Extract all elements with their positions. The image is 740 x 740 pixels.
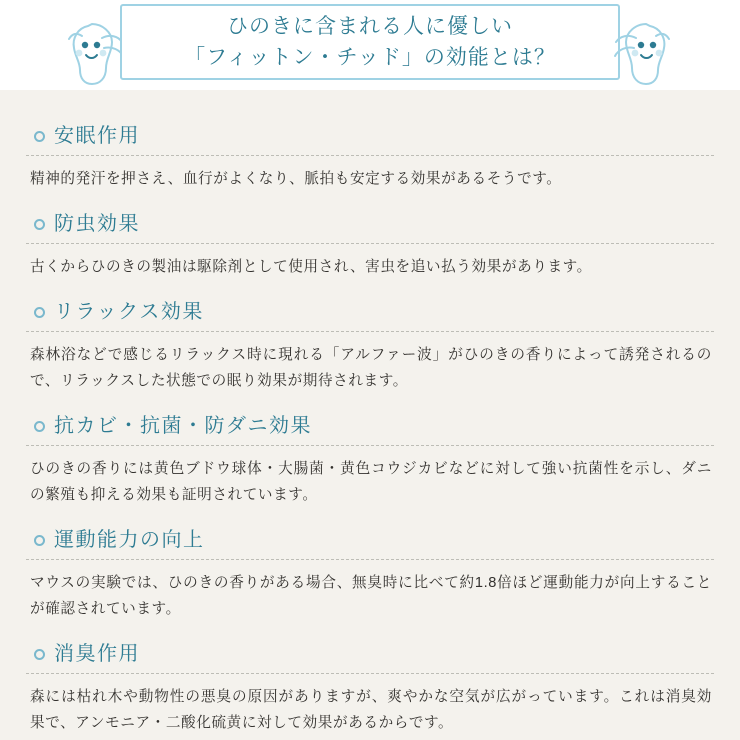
section-header — [26, 636, 714, 673]
section-divider — [26, 155, 714, 156]
section-item — [26, 522, 714, 632]
section-body: ひのきの香りには黄色ブドウ球体・大腸菌・黄色コウジカビなどに対して強い抗菌性を示し、ダニの繁殖も抑える効果も証明されています。 — [30, 461, 712, 503]
section-title: 安眠作用 — [54, 125, 140, 147]
circle-bullet-icon — [34, 131, 45, 142]
section-header — [26, 118, 714, 155]
section-item — [26, 118, 714, 202]
section-title: リラックス効果 — [54, 301, 204, 323]
section-body: マウスの実験では、ひのきの香りがある場合、無臭時に比べて約1.8倍ほど運動能力が向上することが確認されています。 — [30, 575, 712, 617]
section-title: 防虫効果 — [54, 213, 140, 235]
section-header — [26, 522, 714, 559]
banner-box — [120, 4, 620, 80]
section-header — [26, 294, 714, 331]
circle-bullet-icon — [34, 219, 45, 230]
section-title: 消臭作用 — [54, 643, 140, 665]
section-title: 運動能力の向上 — [54, 529, 205, 551]
section-divider — [26, 559, 714, 560]
banner-title-line2: 「フィットン・チッド」の効能とは？ — [184, 46, 556, 69]
section-item — [26, 294, 714, 404]
section-divider — [26, 331, 714, 332]
section-header — [26, 206, 714, 243]
header-banner — [0, 0, 740, 97]
circle-bullet-icon — [34, 421, 45, 432]
section-body: 精神的発汗を押さえ、血行がよくなり、脈拍も安定する効果があるそうです。 — [30, 171, 562, 187]
content-panel — [0, 90, 740, 740]
section-item — [26, 636, 714, 740]
section-item — [26, 206, 714, 290]
circle-bullet-icon — [34, 535, 45, 546]
banner-title-line1: ひのきに含まれる人に優しい — [227, 15, 513, 38]
section-divider — [26, 445, 714, 446]
section-title: 抗カビ・抗菌・防ダニ効果 — [54, 415, 312, 437]
section-divider — [26, 243, 714, 244]
mascot-character-icon — [608, 18, 670, 88]
section-header — [26, 408, 714, 445]
section-body: 古くからひのきの製油は駆除剤として使用され、害虫を追い払う効果があります。 — [30, 259, 592, 275]
section-divider — [26, 673, 714, 674]
section-item — [26, 408, 714, 518]
section-body: 森林浴などで感じるリラックス時に現れる「アルファー波」がひのきの香りによって誘発されるので、リラックスした状態での眠り効果が期待されます。 — [30, 347, 712, 389]
section-body: 森には枯れ木や動物性の悪臭の原因がありますが、爽やかな空気が広がっています。これは消臭効果で、アンモニア・二酸化硫黄に対して効果があるからです。 — [30, 689, 712, 731]
circle-bullet-icon — [34, 307, 45, 318]
circle-bullet-icon — [34, 649, 45, 660]
